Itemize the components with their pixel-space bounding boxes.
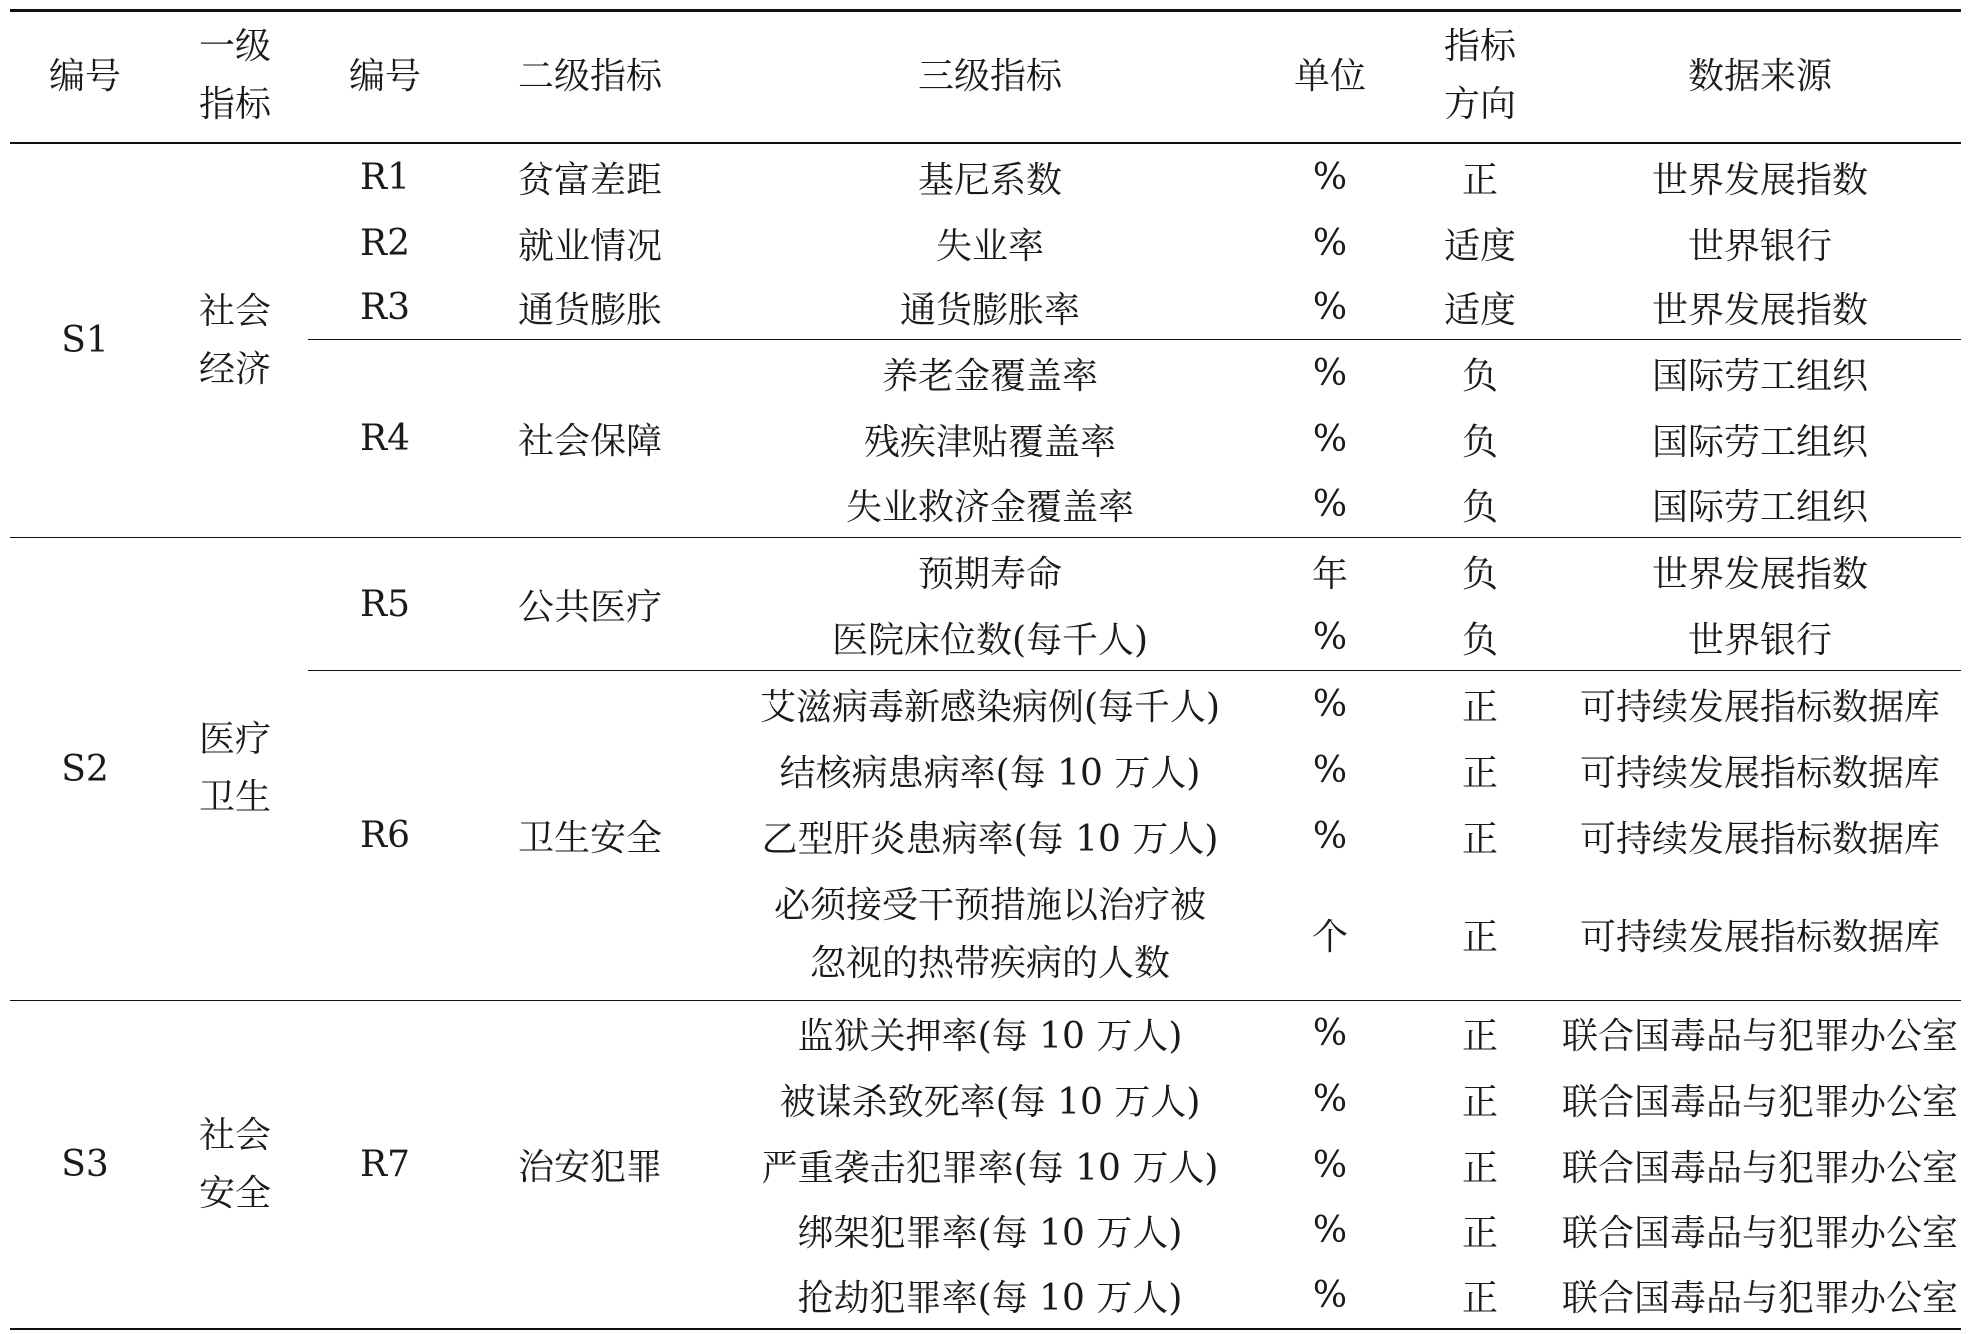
group-id: S2 [61, 748, 109, 790]
row-indicator: 残疾津贴覆盖率 [863, 421, 1116, 463]
row-source: 国际劳工组织 [1651, 355, 1868, 397]
subgroup-id: R3 [359, 287, 410, 328]
row-source: 可持续发展指标数据库 [1579, 752, 1940, 794]
group-name: 社会 经济 [198, 290, 271, 390]
row-source: 联合国毒品与犯罪办公室 [1561, 1147, 1958, 1189]
row-unit: % [1312, 1144, 1348, 1186]
row-unit: % [1312, 1013, 1348, 1054]
row-unit: % [1312, 352, 1348, 394]
row-source: 世界银行 [1687, 225, 1832, 267]
row-indicator: 严重袭击犯罪率(每 10 万人) [761, 1147, 1219, 1189]
subgroup-id: R4 [359, 418, 410, 459]
row-direction: 负 [1461, 619, 1498, 661]
row-source: 可持续发展指标数据库 [1579, 818, 1940, 860]
row-indicator: 乙型肝炎患病率(每 10 万人) [761, 818, 1219, 860]
row-indicator: 必须接受干预措施以治疗被 忽视的热带疾病的人数 [773, 884, 1206, 984]
row-indicator: 绑架犯罪率(每 10 万人) [797, 1213, 1183, 1254]
group-id: S1 [61, 320, 109, 361]
row-direction: 负 [1461, 355, 1498, 397]
row-direction: 负 [1461, 421, 1498, 463]
row-direction: 正 [1461, 917, 1498, 958]
subgroup-name: 贫富差距 [517, 159, 662, 201]
header-direction-line2: 方向 [1443, 84, 1516, 125]
row-source: 联合国毒品与犯罪办公室 [1561, 1016, 1958, 1057]
row-direction: 负 [1461, 553, 1498, 595]
group-name: 社会 安全 [198, 1114, 271, 1214]
row-source: 联合国毒品与犯罪办公室 [1561, 1278, 1958, 1319]
subgroup-id: R6 [359, 815, 410, 856]
subgroup-name: 就业情况 [517, 225, 662, 267]
row-direction: 负 [1461, 487, 1498, 528]
header-level3: 三级指标 [917, 56, 1062, 97]
row-source: 世界银行 [1687, 619, 1832, 661]
subgroup-name: 治安犯罪 [517, 1147, 662, 1188]
row-unit: % [1312, 1078, 1348, 1120]
row-direction: 适度 [1443, 225, 1516, 267]
subgroup-name: 卫生安全 [517, 818, 662, 859]
subgroup-name: 通货膨胀 [517, 290, 662, 331]
header-level1-line1: 一级 [198, 26, 271, 67]
row-unit: % [1312, 1210, 1348, 1251]
header-level1 [160, 18, 310, 134]
header-id1: 编号 [48, 56, 121, 97]
row-source: 联合国毒品与犯罪办公室 [1561, 1081, 1958, 1123]
row-source: 世界发展指数 [1651, 290, 1868, 331]
row-source: 世界发展指数 [1651, 159, 1868, 201]
row-indicator: 预期寿命 [917, 553, 1062, 595]
row-direction: 正 [1461, 1147, 1498, 1189]
row-unit: % [1312, 156, 1348, 198]
row-unit: % [1312, 287, 1348, 328]
row-indicator: 医院床位数(每千人) [831, 619, 1149, 661]
row-direction: 正 [1461, 1081, 1498, 1123]
row-indicator: 被谋杀致死率(每 10 万人) [779, 1081, 1201, 1123]
header-direction [1400, 18, 1560, 134]
header-level2: 二级指标 [517, 56, 662, 97]
row-source: 可持续发展指标数据库 [1579, 917, 1940, 958]
row-direction: 正 [1461, 1278, 1498, 1319]
row-source: 世界发展指数 [1651, 553, 1868, 595]
row-indicator: 失业率 [935, 225, 1044, 267]
row-source: 国际劳工组织 [1651, 421, 1868, 463]
group-id: S3 [61, 1144, 109, 1185]
row-unit: % [1312, 749, 1348, 791]
group-name: 医疗 卫生 [198, 719, 271, 818]
row-indicator: 失业救济金覆盖率 [845, 487, 1134, 528]
row-unit: % [1312, 484, 1348, 525]
row-unit: 个 [1311, 917, 1348, 958]
row-unit: % [1312, 683, 1348, 725]
row-unit: % [1312, 1275, 1348, 1316]
subgroup-id: R2 [359, 222, 410, 264]
bottom-rule [10, 1328, 1961, 1330]
row-source: 联合国毒品与犯罪办公室 [1561, 1213, 1958, 1254]
row-source: 可持续发展指标数据库 [1579, 686, 1940, 728]
header-unit: 单位 [1293, 56, 1366, 97]
row-indicator: 基尼系数 [917, 159, 1062, 201]
subgroup-name: 公共医疗 [517, 586, 662, 628]
row-indicator: 养老金覆盖率 [881, 355, 1098, 397]
header-level1-line2: 指标 [198, 84, 271, 125]
row-unit: 年 [1311, 553, 1348, 595]
row-direction: 正 [1461, 1016, 1498, 1057]
row-source: 国际劳工组织 [1651, 487, 1868, 528]
row-indicator: 结核病患病率(每 10 万人) [779, 752, 1201, 794]
row-unit: % [1312, 616, 1348, 658]
row-direction: 正 [1461, 818, 1498, 860]
subgroup-id: R1 [359, 156, 410, 198]
header-id2: 编号 [348, 56, 421, 97]
row-direction: 正 [1461, 1213, 1498, 1254]
row-direction: 正 [1461, 686, 1498, 728]
row-indicator: 监狱关押率(每 10 万人) [797, 1016, 1183, 1057]
row-direction: 正 [1461, 159, 1498, 201]
header-source: 数据来源 [1687, 56, 1832, 97]
row-indicator: 艾滋病毒新感染病例(每千人) [759, 686, 1221, 728]
top-rule [10, 9, 1961, 12]
subgroup-id: R7 [359, 1144, 410, 1185]
row-indicator: 通货膨胀率 [899, 290, 1080, 331]
row-unit: % [1312, 815, 1348, 857]
subgroup-name: 社会保障 [517, 421, 662, 462]
header-direction-line1: 指标 [1443, 26, 1516, 67]
subgroup-id: R5 [359, 583, 410, 625]
row-direction: 正 [1461, 752, 1498, 794]
row-direction: 适度 [1443, 290, 1516, 331]
row-unit: % [1312, 418, 1348, 460]
row-indicator: 抢劫犯罪率(每 10 万人) [797, 1278, 1183, 1319]
row-unit: % [1312, 222, 1348, 264]
